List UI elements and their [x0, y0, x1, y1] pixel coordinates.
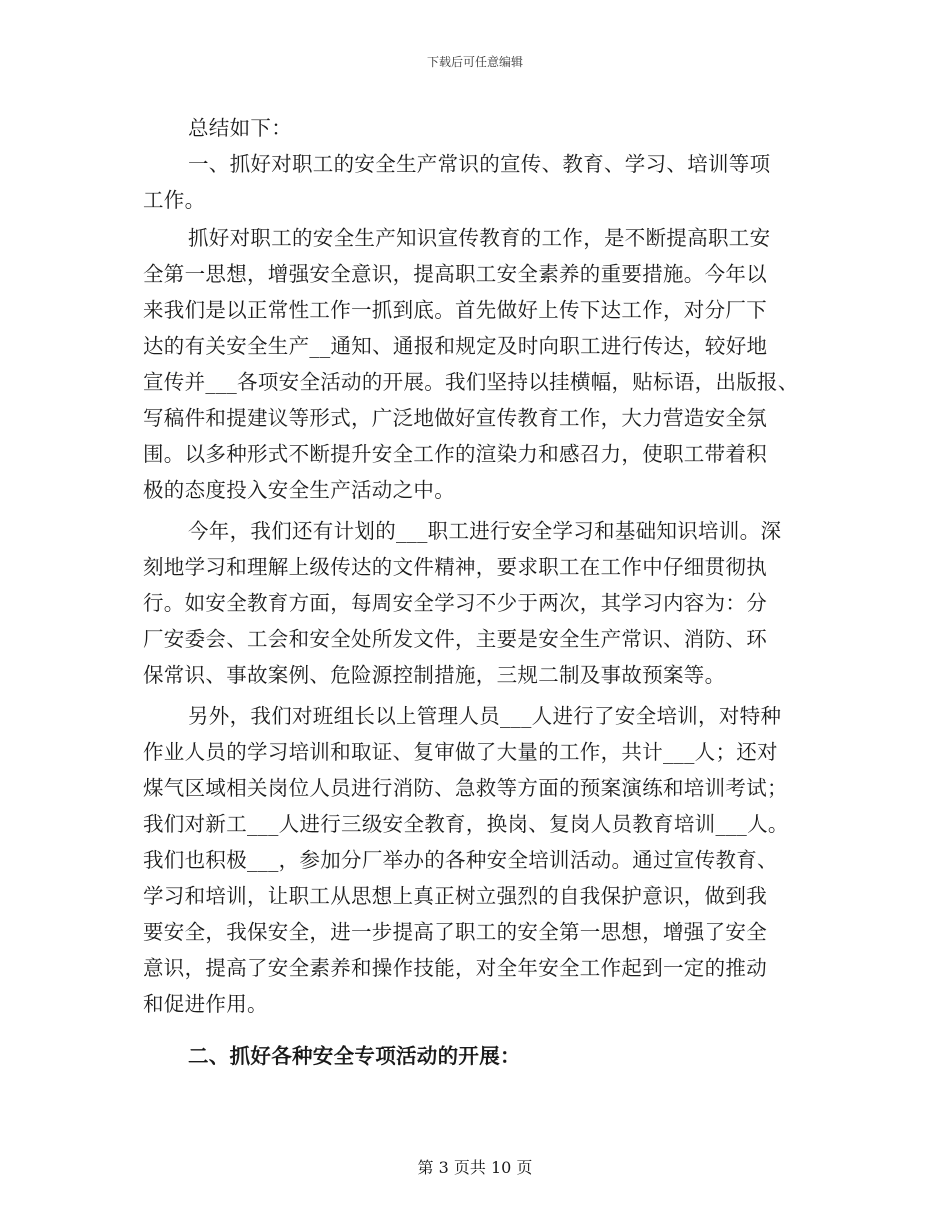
- body-line: 写稿件和提建议等形式，广泛地做好宣传教育工作，大力营造安全氛: [143, 406, 767, 430]
- paragraph-start: 今年，我们还有计划的___职工进行安全学习和基础知识培训。深: [188, 519, 782, 543]
- page-header-note: 下载后可任意编辑: [426, 55, 523, 69]
- body-line: 我们对新工___人进行三级安全教育，换岗、复岗人员教育培训___人。: [143, 812, 789, 836]
- body-line: 达的有关安全生产__通知、通报和规定及时向职工进行传达，较好地: [143, 334, 768, 358]
- body-line: 要安全，我保安全，进一步提高了职工的安全第一思想，增强了安全: [143, 920, 767, 944]
- page-number-footer: 第 3 页共 10 页: [417, 1158, 533, 1177]
- body-line: 意识，提高了安全素养和操作技能，对全年安全工作起到一定的推动: [143, 956, 767, 980]
- body-line: 和促进作用。: [143, 992, 268, 1016]
- section-heading-1: 一、抓好对职工的安全生产常识的宣传、教育、学习、培训等项: [188, 152, 771, 176]
- body-line: 我们也积极___，参加分厂举办的各种安全培训活动。通过宣传教育、: [143, 848, 778, 872]
- body-line: 学习和培训，让职工从思想上真正树立强烈的自我保护意识，做到我: [143, 884, 767, 908]
- body-line: 围。以多种形式不断提升安全工作的渲染力和感召力，使职工带着积: [143, 442, 767, 466]
- body-line: 全第一思想，增强安全意识，提高职工安全素养的重要措施。今年以: [143, 262, 767, 286]
- body-line: 总结如下：: [188, 116, 292, 140]
- body-line: 来我们是以正常性工作一抓到底。首先做好上传下达工作，对分厂下: [143, 298, 767, 322]
- body-line: 行。如安全教育方面，每周安全学习不少于两次，其学习内容为：分: [143, 591, 767, 615]
- body-line: 煤气区域相关岗位人员进行消防、急救等方面的预案演练和培训考试；: [143, 776, 788, 800]
- body-line: 刻地学习和理解上级传达的文件精神，要求职工在工作中仔细贯彻执: [143, 555, 767, 579]
- body-line: 保常识、事故案例、危险源控制措施，三规二制及事故预案等。: [143, 663, 726, 687]
- section-heading-2: 二、抓好各种安全专项活动的开展：: [188, 1044, 521, 1068]
- body-line: 极的态度投入安全生产活动之中。: [143, 478, 455, 502]
- paragraph-start: 抓好对职工的安全生产知识宣传教育的工作，是不断提高职工安: [188, 226, 771, 250]
- paragraph-start: 另外，我们对班组长以上管理人员___人进行了安全培训，对特种: [188, 704, 782, 728]
- body-line: 厂安委会、工会和安全处所发文件，主要是安全生产常识、消防、环: [143, 627, 767, 651]
- body-line: 工作。: [143, 188, 206, 212]
- body-line: 宣传并___各项安全活动的开展。我们坚持以挂横幅，贴标语，出版报、: [143, 370, 799, 394]
- body-line: 作业人员的学习培训和取证、复审做了大量的工作，共计___人；还对: [143, 740, 778, 764]
